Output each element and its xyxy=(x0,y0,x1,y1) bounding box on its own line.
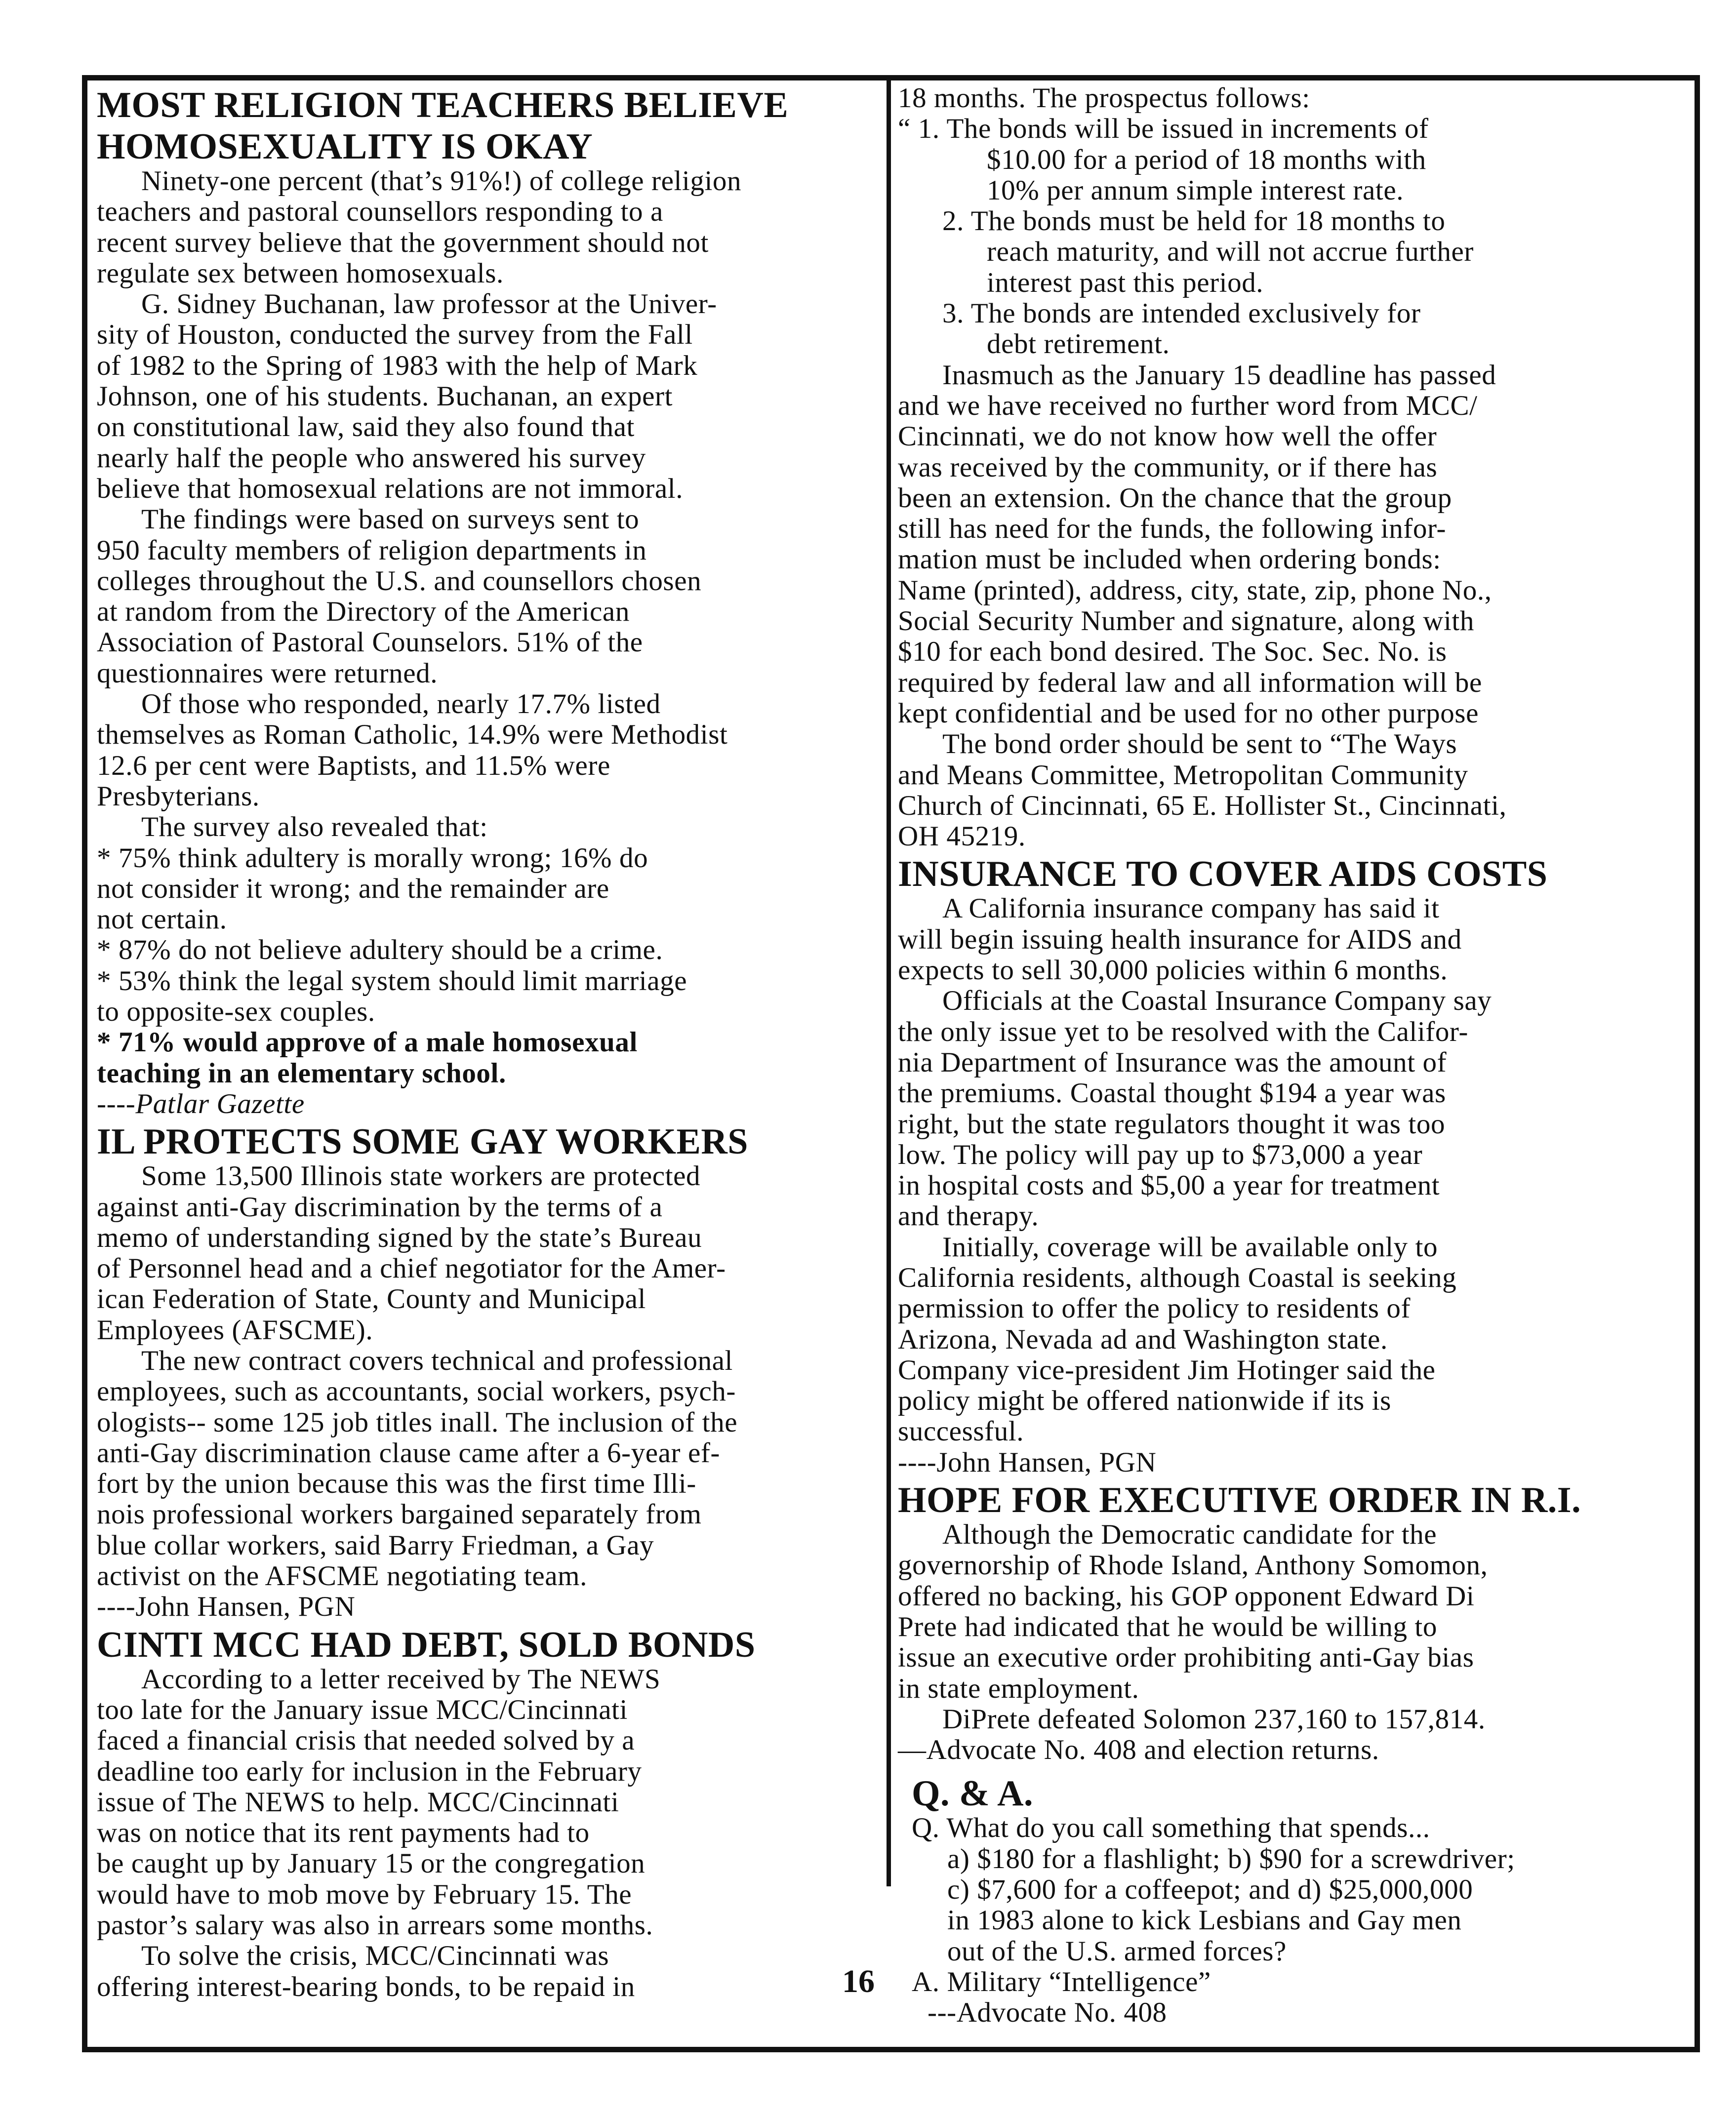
text-line: fort by the union because this was the first time Illi- xyxy=(97,1468,696,1500)
text-line: policy might be offered nationwide if its is xyxy=(898,1385,1391,1417)
article-headline: HOMOSEXUALITY IS OKAY xyxy=(97,126,593,167)
text-line: $10.00 for a period of 18 months with xyxy=(987,144,1426,175)
text-line: mation must be included when ordering bonds: xyxy=(898,544,1441,575)
text-line: low. The policy will pay up to $73,000 a year xyxy=(898,1139,1423,1170)
text-line: * 87% do not believe adultery should be a crime. xyxy=(97,934,663,966)
text-line: be caught up by January 15 or the congregation xyxy=(97,1848,646,1879)
text-line: right, but the state regulators thought it was too xyxy=(898,1108,1446,1140)
text-line: The findings were based on surveys sent to xyxy=(141,504,640,535)
left-column xyxy=(97,83,872,2002)
text-line: issue of The NEWS to help. MCC/Cincinnati xyxy=(97,1786,619,1818)
text-line: G. Sidney Buchanan, law professor at the Univer- xyxy=(141,288,717,320)
text-line: Ninety-one percent (that’s 91%!) of college religion xyxy=(141,165,742,197)
text-line: issue an executive order prohibiting anti-Gay bias xyxy=(898,1642,1474,1674)
text-line: still has need for the funds, the following infor- xyxy=(898,513,1447,545)
text-line: * 71% would approve of a male homosexual xyxy=(97,1027,638,1058)
text-line: against anti-Gay discrimination by the terms of a xyxy=(97,1191,663,1223)
text-line: not certain. xyxy=(97,904,227,935)
text-line: at random from the Directory of the American xyxy=(97,596,630,628)
text-line: $10 for each bond desired. The Soc. Sec. No. is xyxy=(898,636,1447,668)
text-line: colleges throughout the U.S. and counsellors chosen xyxy=(97,565,702,597)
text-line: questionnaires were returned. xyxy=(97,657,438,689)
text-line: will begin issuing health insurance for AIDS and xyxy=(898,923,1462,955)
text-line: ologists-- some 125 job titles inall. The inclusion of the xyxy=(97,1406,738,1438)
text-line: Employees (AFSCME). xyxy=(97,1314,373,1346)
text-line: ----John Hansen, PGN xyxy=(898,1446,1157,1478)
text-line: A California insurance company has said it xyxy=(942,893,1440,924)
text-line: Of those who responded, nearly 17.7% listed xyxy=(141,688,661,720)
text-line: governorship of Rhode Island, Anthony Somomon, xyxy=(898,1550,1488,1581)
text-line: ican Federation of State, County and Municipal xyxy=(97,1283,646,1315)
text-line: of Personnel head and a chief negotiator for the Amer- xyxy=(97,1253,726,1284)
article-headline: IL PROTECTS SOME GAY WORKERS xyxy=(97,1121,748,1162)
text-line: The new contract covers technical and professional xyxy=(141,1345,733,1376)
text-line: would have to mob move by February 15. The xyxy=(97,1878,632,1910)
text-line: and therapy. xyxy=(898,1200,1039,1232)
text-line: memo of understanding signed by the state’s Bureau xyxy=(97,1222,702,1253)
text-line: Social Security Number and signature, along with xyxy=(898,605,1474,637)
text-line: Church of Cincinnati, 65 E. Hollister St., Cincinnati, xyxy=(898,790,1507,821)
text-line: the only issue yet to be resolved with the Califor- xyxy=(898,1016,1468,1047)
text-line: expects to sell 30,000 policies within 6 months. xyxy=(898,955,1448,986)
text-line: of 1982 to the Spring of 1983 with the help of Mark xyxy=(97,350,698,381)
text-line: was received by the community, or if there has xyxy=(898,451,1438,483)
text-line: To solve the crisis, MCC/Cincinnati was xyxy=(141,1940,609,1972)
text-line: * 75% think adultery is morally wrong; 16% do xyxy=(97,842,648,874)
text-line: nearly half the people who answered his survey xyxy=(97,442,646,474)
text-line: regulate sex between homosexuals. xyxy=(97,257,504,289)
text-line: activist on the AFSCME negotiating team. xyxy=(97,1560,587,1592)
text-line: offered no backing, his GOP opponent Edward Di xyxy=(898,1580,1475,1612)
text-line: recent survey believe that the government should not xyxy=(97,227,709,258)
page-number: 16 xyxy=(842,1963,875,1999)
text-line: on constitutional law, said they also found that xyxy=(97,411,635,443)
text-line: A. Military “Intelligence” xyxy=(912,1966,1211,1997)
text-line: a) $180 for a flashlight; b) $90 for a screwdriver; xyxy=(947,1843,1515,1875)
text-line: Initially, coverage will be available only to xyxy=(942,1231,1438,1263)
text-line: ----Patlar Gazette xyxy=(97,1088,305,1119)
text-line: According to a letter received by The NEWS xyxy=(141,1663,661,1695)
text-line: themselves as Roman Catholic, 14.9% were Methodist xyxy=(97,719,728,751)
text-line: and Means Committee, Metropolitan Community xyxy=(898,759,1468,791)
text-line: offering interest-bearing bonds, to be repaid in xyxy=(97,1971,635,2002)
text-line: Company vice-president Jim Hotinger said the xyxy=(898,1354,1436,1386)
text-line: ----John Hansen, PGN xyxy=(97,1591,356,1623)
text-line: anti-Gay discrimination clause came after a 6-year ef- xyxy=(97,1437,721,1469)
text-line: Officials at the Coastal Insurance Company say xyxy=(942,985,1492,1017)
text-line: was on notice that its rent payments had to xyxy=(97,1817,590,1849)
text-line: out of the U.S. armed forces? xyxy=(947,1935,1287,1967)
text-line: successful. xyxy=(898,1416,1024,1447)
text-line: teachers and pastoral counsellors responding to a xyxy=(97,196,663,228)
text-line: in 1983 alone to kick Lesbians and Gay men xyxy=(947,1905,1462,1936)
text-line: California residents, although Coastal is seeking xyxy=(898,1262,1457,1293)
text-line: employees, such as accountants, social workers, psych- xyxy=(97,1376,736,1407)
text-line: kept confidential and be used for no other purpose xyxy=(898,697,1479,729)
text-line: too late for the January issue MCC/Cincinnati xyxy=(97,1694,628,1725)
text-line: been an extension. On the chance that the group xyxy=(898,482,1452,514)
text-line: nia Department of Insurance was the amount of xyxy=(898,1046,1447,1078)
right-column xyxy=(898,83,1693,2029)
text-line: in hospital costs and $5,00 a year for treatment xyxy=(898,1170,1440,1201)
text-line: Name (printed), address, city, state, zip, phone No., xyxy=(898,574,1492,606)
text-line: and we have received no further word from MCC/ xyxy=(898,390,1478,421)
text-line: Presbyterians. xyxy=(97,780,260,812)
text-line: deadline too early for inclusion in the February xyxy=(97,1755,642,1787)
text-line: 18 months. The prospectus follows: xyxy=(898,82,1310,114)
article-headline: INSURANCE TO COVER AIDS COSTS xyxy=(898,854,1548,895)
article-headline: HOPE FOR EXECUTIVE ORDER IN R.I. xyxy=(898,1480,1581,1521)
text-line: debt retirement. xyxy=(987,328,1170,360)
text-line: Q. What do you call something that spends... xyxy=(912,1812,1430,1844)
text-line: reach maturity, and will not accrue further xyxy=(987,236,1474,268)
text-line: “ 1. The bonds will be issued in increments of xyxy=(898,113,1429,145)
text-line: Although the Democratic candidate for the xyxy=(942,1519,1437,1551)
text-line: Johnson, one of his students. Buchanan, an expert xyxy=(97,381,673,412)
text-line: Prete had indicated that he would be willing to xyxy=(898,1611,1437,1642)
text-line: c) $7,600 for a coffeepot; and d) $25,000,000 xyxy=(947,1874,1473,1906)
article-headline: MOST RELIGION TEACHERS BELIEVE xyxy=(97,85,789,125)
text-line: required by federal law and all information will be xyxy=(898,667,1482,698)
text-line: 2. The bonds must be held for 18 months to xyxy=(942,205,1446,237)
text-line: OH 45219. xyxy=(898,821,1026,852)
text-line: The survey also revealed that: xyxy=(141,811,488,843)
text-line: 3. The bonds are intended exclusively for xyxy=(942,298,1421,329)
text-line: believe that homosexual relations are not immoral. xyxy=(97,473,684,504)
article-headline: CINTI MCC HAD DEBT, SOLD BONDS xyxy=(97,1624,756,1665)
text-line: Some 13,500 Illinois state workers are protected xyxy=(141,1160,701,1192)
article-headline: Q. & A. xyxy=(912,1773,1034,1814)
text-line: DiPrete defeated Solomon 237,160 to 157,814. xyxy=(942,1703,1486,1735)
text-line: the premiums. Coastal thought $194 a year was xyxy=(898,1077,1446,1109)
text-line: Arizona, Nevada ad and Washington state. xyxy=(898,1323,1388,1355)
text-line: teaching in an elementary school. xyxy=(97,1057,506,1089)
text-line: Cincinnati, we do not know how well the offer xyxy=(898,421,1437,452)
text-line: 12.6 per cent were Baptists, and 11.5% were xyxy=(97,750,610,781)
text-line: in state employment. xyxy=(898,1673,1139,1704)
column-divider xyxy=(887,75,891,1886)
text-line: sity of Houston, conducted the survey from the Fall xyxy=(97,319,693,351)
text-line: The bond order should be sent to “The Ways xyxy=(942,728,1457,760)
text-line: 950 faculty members of religion departments in xyxy=(97,534,647,566)
text-line: —Advocate No. 408 and election returns. xyxy=(898,1734,1379,1766)
text-line: permission to offer the policy to residents of xyxy=(898,1293,1411,1324)
text-line: ---Advocate No. 408 xyxy=(928,1997,1167,2029)
text-line: pastor’s salary was also in arrears some months. xyxy=(97,1910,653,1941)
text-line: interest past this period. xyxy=(987,267,1264,298)
text-line: not consider it wrong; and the remainder are xyxy=(97,873,609,904)
text-line: faced a financial crisis that needed solved by a xyxy=(97,1725,635,1756)
text-line: to opposite-sex couples. xyxy=(97,996,375,1028)
text-line: nois professional workers bargained separately from xyxy=(97,1499,702,1530)
text-line: 10% per annum simple interest rate. xyxy=(987,174,1404,206)
text-line: blue collar workers, said Barry Friedman, a Gay xyxy=(97,1529,654,1561)
text-line: Inasmuch as the January 15 deadline has passed xyxy=(942,359,1496,391)
text-line: Association of Pastoral Counselors. 51% of the xyxy=(97,627,643,658)
text-line: * 53% think the legal system should limit marriage xyxy=(97,965,687,997)
